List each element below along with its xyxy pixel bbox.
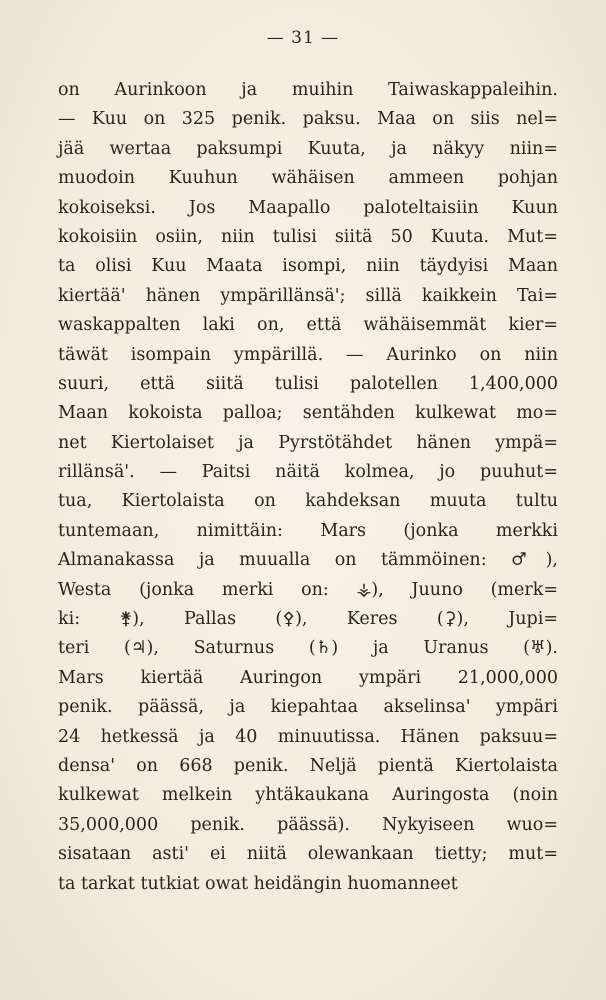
text-line: ki: ⚵), Pallas (⚴), Keres (⚳), Jupi= — [58, 609, 558, 630]
text-line: tua, Kiertolaista on kahdeksan muuta tultu — [58, 491, 558, 512]
text-line: net Kiertolaiset ja Pyrstötähdet hänen ympä= — [58, 432, 558, 453]
text-line: teri (♃), Saturnus (♄) ja Uranus (♅). — [58, 638, 558, 659]
text-line: 24 hetkessä ja 40 minuutissa. Hänen paksuu= — [58, 726, 558, 747]
text-line: Almanakassa ja muualla on tämmöinen: ♂), — [58, 550, 558, 571]
text-line: kulkewat melkein yhtäkaukana Auringosta (noin — [58, 785, 558, 806]
text-line: sisataan asti' ei niitä olewankaan tietty; mut= — [58, 844, 558, 865]
text-line: — Kuu on 325 penik. paksu. Maa on siis nel= — [58, 109, 558, 130]
text-line: ta tarkat tutkiat owat heidängin huomanneet — [58, 873, 458, 894]
text-line: rillänsä'. — Paitsi näitä kolmea, jo puuhut= — [58, 462, 558, 483]
text-line: Westa (jonka merki on: ⚶), Juuno (merk= — [58, 579, 558, 600]
text-line: Mars kiertää Auringon ympäri 21,000,000 — [58, 667, 558, 688]
text-line: ta olisi Kuu Maata isompi, niin täydyisi Maan — [58, 256, 558, 277]
page-number: — 31 — — [266, 28, 340, 48]
body-text — [58, 76, 558, 899]
text-line: 35,000,000 penik. päässä). Nykyiseen wuo= — [58, 814, 558, 835]
text-line: tuntemaan, nimittäin: Mars (jonka merkki — [58, 520, 558, 541]
text-line: penik. päässä, ja kiepahtaa akselinsa' ympäri — [58, 697, 558, 718]
text-line: Maan kokoista palloa; sentähden kulkewat mo= — [58, 403, 558, 424]
text-line: muodoin Kuuhun wähäisen ammeen pohjan — [58, 168, 558, 189]
text-line: kokoisiin osiin, niin tulisi siitä 50 Kuuta. Mut= — [58, 226, 558, 247]
text-line: kiertää' hänen ympärillänsä'; sillä kaikkein Tai= — [58, 285, 558, 306]
text-line: densa' on 668 penik. Neljä pientä Kiertolaista — [58, 755, 558, 776]
text-line: täwät isompain ympärillä. — Aurinko on niin — [58, 344, 558, 365]
text-line: jää wertaa paksumpi Kuuta, ja näkyy niin= — [58, 138, 558, 159]
text-line: suuri, että siitä tulisi palotellen 1,400,000 — [58, 373, 558, 394]
text-line: waskappalten laki on, että wähäisemmät kier= — [58, 315, 558, 336]
text-line: on Aurinkoon ja muihin Taiwaskappaleihin. — [58, 80, 558, 100]
text-line: kokoiseksi. Jos Maapallo paloteltaisiin Kuun — [58, 197, 558, 218]
